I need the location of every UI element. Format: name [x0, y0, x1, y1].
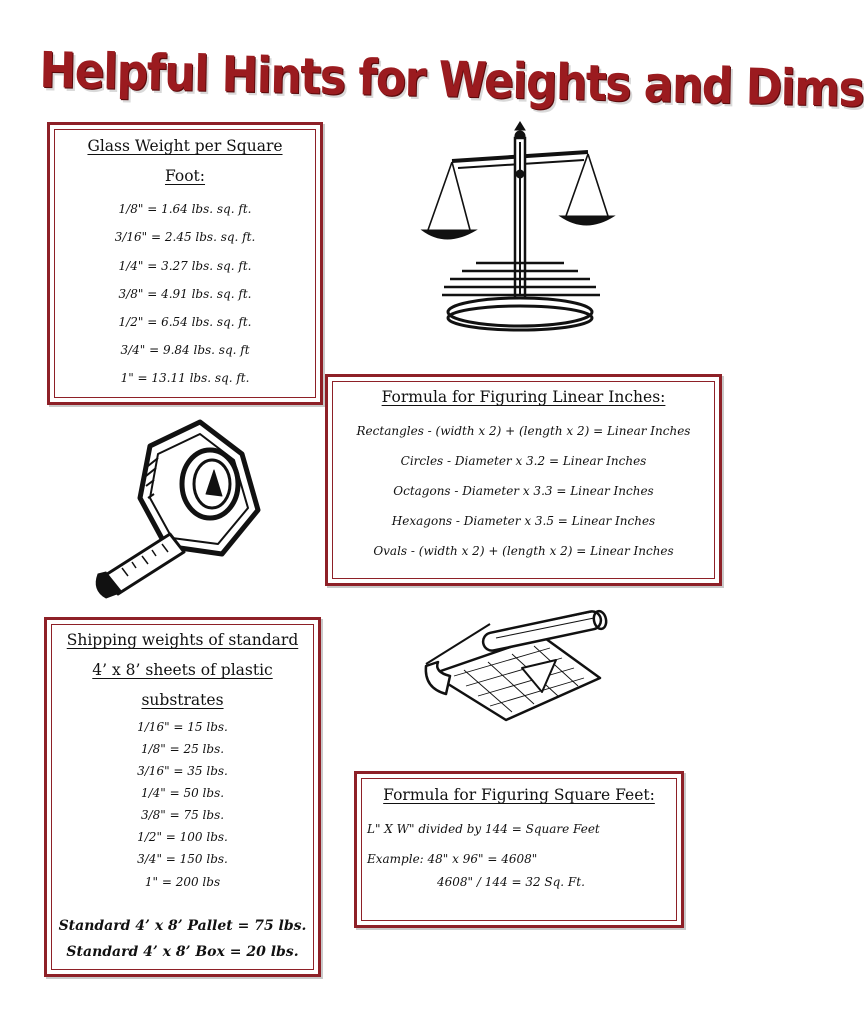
tape-measure-icon: [92, 414, 272, 604]
glass-weight-row: 1" = 13.11 lbs. sq. ft.: [120, 371, 250, 385]
shipping-row: 1/8" = 25 lbs.: [140, 742, 225, 756]
glass-weight-box: [47, 122, 323, 405]
shipping-row: 1/2" = 100 lbs.: [137, 830, 228, 844]
shipping-row: 3/8" = 75 lbs.: [140, 808, 225, 822]
linear-inches-row: Octagons - Diameter x 3.3 = Linear Inches: [393, 484, 654, 498]
glass-weight-heading-line2: Foot:: [164, 167, 206, 185]
page-title: Helpful Hints for Weights and Dims: [38, 42, 864, 119]
square-feet-example-line1: Example: 48" x 96" = 4608": [367, 852, 538, 866]
linear-inches-row: Circles - Diameter x 3.2 = Linear Inches: [400, 454, 647, 468]
shipping-box-weight: Standard 4’ x 8’ Box = 20 lbs.: [66, 944, 299, 960]
glass-weight-row: 1/2" = 6.54 lbs. sq. ft.: [118, 315, 252, 329]
glass-weight-row: 1/4" = 3.27 lbs. sq. ft.: [118, 259, 252, 273]
shipping-row: 3/4" = 150 lbs.: [137, 852, 228, 866]
shipping-heading-line3: substrates: [141, 691, 224, 709]
linear-inches-row: Rectangles - (width x 2) + (length x 2) = Linear Inches: [356, 424, 691, 438]
glass-weight-row: 3/4" = 9.84 lbs. sq. ft: [120, 343, 250, 357]
linear-inches-heading: Formula for Figuring Linear Inches:: [381, 388, 666, 406]
square-feet-example-line2: 4608" / 144 = 32 Sq. Ft.: [437, 875, 585, 889]
glass-weight-row: 3/8" = 4.91 lbs. sq. ft.: [118, 287, 252, 301]
linear-inches-row: Ovals - (width x 2) + (length x 2) = Linear Inches: [373, 544, 674, 558]
shipping-row: 1" = 200 lbs: [144, 875, 221, 889]
glass-weight-heading-line1: Glass Weight per Square: [87, 137, 283, 155]
shipping-pallet-weight: Standard 4’ x 8’ Pallet = 75 lbs.: [58, 918, 307, 934]
blueprint-scroll-icon: [424, 616, 614, 726]
linear-inches-row: Hexagons - Diameter x 3.5 = Linear Inches: [391, 514, 656, 528]
square-feet-box: [354, 771, 684, 928]
square-feet-formula: L" X W" divided by 144 = Square Feet: [367, 822, 600, 836]
shipping-row: 3/16" = 35 lbs.: [137, 764, 228, 778]
shipping-heading-line1: Shipping weights of standard: [66, 631, 299, 649]
linear-inches-box: [325, 374, 722, 586]
balance-scale-icon: [418, 118, 618, 338]
square-feet-heading: Formula for Figuring Square Feet:: [383, 786, 655, 804]
glass-weight-row: 1/8" = 1.64 lbs. sq. ft.: [118, 202, 252, 216]
shipping-row: 1/16" = 15 lbs.: [137, 720, 228, 734]
shipping-row: 1/4" = 50 lbs.: [140, 786, 225, 800]
glass-weight-row: 3/16" = 2.45 lbs. sq. ft.: [114, 230, 256, 244]
shipping-weights-box: [44, 617, 321, 977]
shipping-heading-line2: 4’ x 8’ sheets of plastic: [92, 661, 273, 679]
